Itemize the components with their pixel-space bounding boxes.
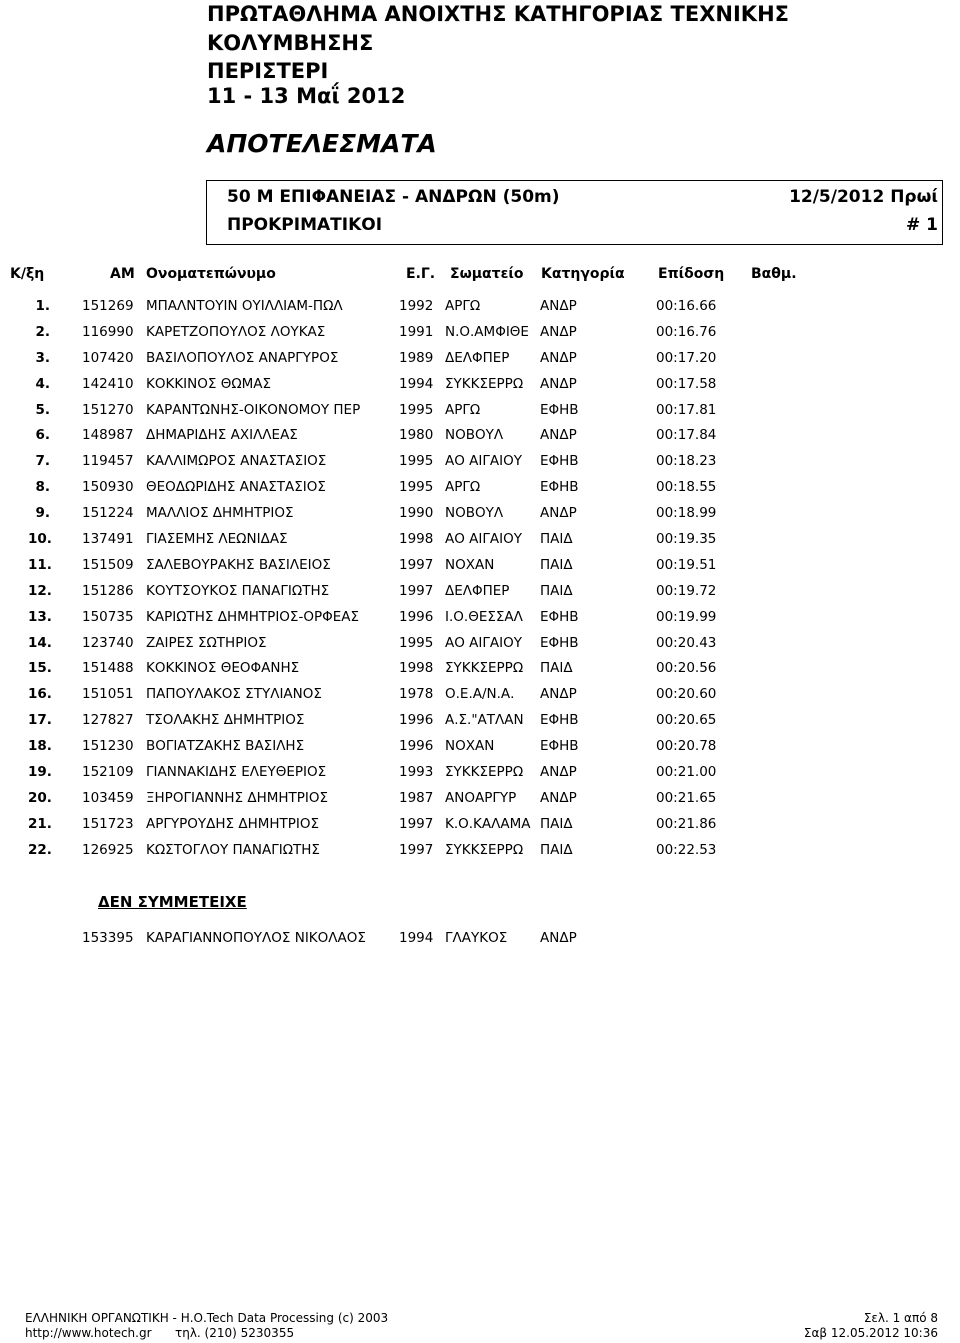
club-cell: Ν.Ο.ΑΜΦΙΘΕ <box>445 323 529 340</box>
am-cell: 107420 <box>82 349 134 366</box>
time-cell: 00:19.51 <box>656 556 717 573</box>
name-cell: ΚΟΥΤΣΟΥΚΟΣ ΠΑΝΑΓΙΩΤΗΣ <box>146 582 330 599</box>
rank-cell: 18. <box>28 738 52 755</box>
am-cell: 151270 <box>82 401 134 418</box>
results-table <box>0 294 960 864</box>
name-cell: ΚΟΚΚΙΝΟΣ ΘΕΟΦΑΝΗΣ <box>146 660 300 677</box>
category-cell: ΑΝΔΡ <box>540 764 577 781</box>
rank-cell: 17. <box>28 712 52 729</box>
club-cell: ΑΡΓΩ <box>445 298 481 314</box>
rank-cell: 3. <box>35 349 50 366</box>
category-cell: ΠΑΙΔ <box>540 531 573 548</box>
rank-cell: 19. <box>28 764 52 781</box>
am-cell: 126925 <box>82 841 134 858</box>
table-row <box>0 656 960 682</box>
location: ΠΕΡΙΣΤΕΡΙ <box>207 59 329 83</box>
time-cell: 00:17.84 <box>656 427 717 444</box>
am-cell: 150735 <box>82 608 134 625</box>
club-cell: ΝΟΒΟΥΛ <box>445 427 504 444</box>
time-cell: 00:18.23 <box>656 453 717 470</box>
time-cell: 00:20.56 <box>656 660 717 677</box>
time-cell: 00:20.65 <box>656 712 717 729</box>
table-row <box>0 631 960 657</box>
category-cell: ΑΝΔΡ <box>540 349 577 366</box>
year-cell: 1989 <box>399 349 434 366</box>
name-cell: ΖΑΙΡΕΣ ΣΩΤΗΡΙΟΣ <box>146 634 267 651</box>
rank-cell: 14. <box>28 634 52 651</box>
name-cell: ΚΑΡΙΩΤΗΣ ΔΗΜΗΤΡΙΟΣ-ΟΡΦΕΑΣ <box>146 608 360 625</box>
am-cell: 148987 <box>82 427 134 444</box>
event-subtitle: ΠΡΟΚΡΙΜΑΤΙΚΟΙ <box>227 215 383 235</box>
am-cell: 151488 <box>82 660 134 677</box>
dns-category: ΑΝΔΡ <box>540 930 577 946</box>
category-cell: ΠΑΙΔ <box>540 815 573 832</box>
time-cell: 00:19.35 <box>656 531 717 548</box>
rank-cell: 20. <box>28 789 52 806</box>
club-cell: ΣΥΚΚΣΕΡΡΩ <box>445 660 524 677</box>
year-cell: 1998 <box>399 660 434 677</box>
col-am: ΑΜ <box>110 266 135 282</box>
time-cell: 00:20.60 <box>656 686 717 703</box>
am-cell: 142410 <box>82 375 134 392</box>
name-cell: ΞΗΡΟΓΙΑΝΝΗΣ ΔΗΜΗΤΡΙΟΣ <box>146 789 329 806</box>
dns-name: ΚΑΡΑΓΙΑΝΝΟΠΟΥΛΟΣ ΝΙΚΟΛΑΟΣ <box>146 930 366 946</box>
year-cell: 1995 <box>399 453 434 470</box>
year-cell: 1997 <box>399 582 434 599</box>
am-cell: 103459 <box>82 789 134 806</box>
rank-cell: 22. <box>28 841 52 858</box>
name-cell: ΠΑΠΟΥΛΑΚΟΣ ΣΤΥΛΙΑΝΟΣ <box>146 686 322 703</box>
rank-cell: 21. <box>28 815 52 832</box>
table-row <box>0 708 960 734</box>
club-cell: ΣΥΚΚΣΕΡΡΩ <box>445 841 524 858</box>
year-cell: 1997 <box>399 815 434 832</box>
time-cell: 00:18.55 <box>656 479 717 496</box>
footer-org: ΕΛΛΗΝΙΚΗ ΟΡΓΑΝΩΤΙΚΗ - Η.Ο.Tech Data Processing (c) 2003 <box>25 1311 389 1325</box>
club-cell: ΑΝΟΑΡΓΥΡ <box>445 789 517 806</box>
table-row <box>0 346 960 372</box>
category-cell: ΠΑΙΔ <box>540 841 573 858</box>
name-cell: ΜΑΛΛΙΟΣ ΔΗΜΗΤΡΙΟΣ <box>146 505 294 522</box>
am-cell: 151051 <box>82 686 134 703</box>
am-cell: 123740 <box>82 634 134 651</box>
time-cell: 00:17.20 <box>656 349 717 366</box>
col-name: Ονοματεπώνυμο <box>146 266 276 282</box>
am-cell: 150930 <box>82 479 134 496</box>
am-cell: 127827 <box>82 712 134 729</box>
am-cell: 119457 <box>82 453 134 470</box>
am-cell: 151286 <box>82 582 134 599</box>
category-cell: ΑΝΔΡ <box>540 686 577 703</box>
col-year: Ε.Γ. <box>406 266 436 282</box>
category-cell: ΕΦΗΒ <box>540 712 579 729</box>
name-cell: ΚΑΛΛΙΜΩΡΟΣ ΑΝΑΣΤΑΣΙΟΣ <box>146 453 327 470</box>
category-cell: ΠΑΙΔ <box>540 660 573 677</box>
name-cell: ΚΩΣΤΟΓΛΟΥ ΠΑΝΑΓΙΩΤΗΣ <box>146 841 320 858</box>
club-cell: ΑΟ ΑΙΓΑΙΟΥ <box>445 634 522 651</box>
event-date: 12/5/2012 Πρωί <box>789 187 938 207</box>
table-row <box>0 553 960 579</box>
am-cell: 116990 <box>82 323 134 340</box>
dns-club: ΓΛΑΥΚΟΣ <box>445 930 508 946</box>
club-cell: Κ.Ο.ΚΑΛΑΜΑ <box>445 815 531 832</box>
footer-url[interactable]: http://www.hotech.gr <box>25 1326 152 1340</box>
rank-cell: 1. <box>35 298 50 314</box>
rank-cell: 2. <box>35 323 50 340</box>
event-box <box>206 180 943 245</box>
col-time: Επίδοση <box>658 266 725 282</box>
year-cell: 1996 <box>399 738 434 755</box>
table-row <box>0 786 960 812</box>
event-title: 50 Μ ΕΠΙΦΑΝΕΙΑΣ - ΑΝΔΡΩΝ (50m) <box>227 187 560 207</box>
time-cell: 00:20.78 <box>656 738 717 755</box>
year-cell: 1978 <box>399 686 434 703</box>
am-cell: 152109 <box>82 764 134 781</box>
rank-cell: 4. <box>35 375 50 392</box>
footer-page: Σελ. 1 από 8 <box>863 1311 938 1325</box>
category-cell: ΑΝΔΡ <box>540 427 577 444</box>
table-row <box>0 527 960 553</box>
table-row <box>0 475 960 501</box>
table-row <box>0 501 960 527</box>
rank-cell: 13. <box>28 608 52 625</box>
table-row <box>0 760 960 786</box>
rank-cell: 15. <box>28 660 52 677</box>
club-cell: ΑΟ ΑΙΓΑΙΟΥ <box>445 453 522 470</box>
time-cell: 00:16.76 <box>656 323 717 340</box>
club-cell: ΑΡΓΩ <box>445 479 481 496</box>
results-heading: ΑΠΟΤΕΛΕΣΜΑΤΑ <box>207 129 437 158</box>
category-cell: ΑΝΔΡ <box>540 375 577 392</box>
dns-row <box>0 926 960 952</box>
rank-cell: 9. <box>35 505 50 522</box>
category-cell: ΕΦΗΒ <box>540 634 579 651</box>
year-cell: 1995 <box>399 401 434 418</box>
time-cell: 00:19.99 <box>656 608 717 625</box>
club-cell: Ο.Ε.Α/Ν.Α. <box>445 686 515 703</box>
year-cell: 1987 <box>399 789 434 806</box>
name-cell: ΚΟΚΚΙΝΟΣ ΘΩΜΑΣ <box>146 375 272 392</box>
category-cell: ΕΦΗΒ <box>540 453 579 470</box>
name-cell: ΓΙΑΣΕΜΗΣ ΛΕΩΝΙΔΑΣ <box>146 531 288 548</box>
club-cell: ΣΥΚΚΣΕΡΡΩ <box>445 375 524 392</box>
am-cell: 151269 <box>82 298 134 314</box>
category-cell: ΑΝΔΡ <box>540 323 577 340</box>
rank-cell: 12. <box>28 582 52 599</box>
time-cell: 00:21.00 <box>656 764 717 781</box>
category-cell: ΕΦΗΒ <box>540 608 579 625</box>
table-row <box>0 838 960 864</box>
event-number: # 1 <box>906 215 938 235</box>
col-points: Βαθμ. <box>751 266 797 282</box>
club-cell: ΔΕΛΦΠΕΡ <box>445 349 510 366</box>
rank-cell: 11. <box>28 556 52 573</box>
year-cell: 1996 <box>399 712 434 729</box>
time-cell: 00:17.58 <box>656 375 717 392</box>
col-category: Κατηγορία <box>541 266 625 282</box>
name-cell: ΘΕΟΔΩΡΙΔΗΣ ΑΝΑΣΤΑΣΙΟΣ <box>146 479 326 496</box>
time-cell: 00:21.86 <box>656 815 717 832</box>
table-row <box>0 579 960 605</box>
name-cell: ΤΣΟΛΑΚΗΣ ΔΗΜΗΤΡΙΟΣ <box>146 712 305 729</box>
time-cell: 00:21.65 <box>656 789 717 806</box>
title-line-1: ΠΡΩΤΑΘΛΗΜΑ ΑΝΟΙΧΤΗΣ ΚΑΤΗΓΟΡΙΑΣ ΤΕΧΝΙΚΗΣ <box>207 2 789 26</box>
year-cell: 1995 <box>399 479 434 496</box>
category-cell: ΠΑΙΔ <box>540 556 573 573</box>
time-cell: 00:16.66 <box>656 298 717 314</box>
year-cell: 1997 <box>399 841 434 858</box>
table-row <box>0 682 960 708</box>
footer-printed: Σαβ 12.05.2012 10:36 <box>803 1326 938 1340</box>
dns-am: 153395 <box>82 930 134 946</box>
club-cell: ΑΟ ΑΙΓΑΙΟΥ <box>445 531 522 548</box>
table-row <box>0 320 960 346</box>
table-row <box>0 449 960 475</box>
title-line-2: ΚΟΛΥΜΒΗΣΗΣ <box>207 31 374 55</box>
category-cell: ΠΑΙΔ <box>540 582 573 599</box>
year-cell: 1991 <box>399 323 434 340</box>
am-cell: 151723 <box>82 815 134 832</box>
time-cell: 00:17.81 <box>656 401 717 418</box>
table-row <box>0 398 960 424</box>
dns-year: 1994 <box>399 930 434 946</box>
rank-cell: 16. <box>28 686 52 703</box>
name-cell: ΚΑΡΕΤΖΟΠΟΥΛΟΣ ΛΟΥΚΑΣ <box>146 323 326 340</box>
club-cell: ΝΟΧΑΝ <box>445 556 495 573</box>
table-row <box>0 423 960 449</box>
am-cell: 137491 <box>82 531 134 548</box>
category-cell: ΕΦΗΒ <box>540 401 579 418</box>
year-cell: 1992 <box>399 298 434 314</box>
category-cell: ΑΝΔΡ <box>540 505 577 522</box>
dns-title: ΔΕΝ ΣΥΜΜΕΤΕΙΧΕ <box>98 893 247 911</box>
category-cell: ΕΦΗΒ <box>540 738 579 755</box>
year-cell: 1990 <box>399 505 434 522</box>
rank-cell: 6. <box>35 427 50 444</box>
table-row <box>0 605 960 631</box>
time-cell: 00:20.43 <box>656 634 717 651</box>
club-cell: ΝΟΧΑΝ <box>445 738 495 755</box>
rank-cell: 10. <box>28 531 52 548</box>
time-cell: 00:22.53 <box>656 841 717 858</box>
year-cell: 1980 <box>399 427 434 444</box>
club-cell: ΝΟΒΟΥΛ <box>445 505 504 522</box>
name-cell: ΓΙΑΝΝΑΚΙΔΗΣ ΕΛΕΥΘΕΡΙΟΣ <box>146 764 327 781</box>
name-cell: ΒΟΓΙΑΤΖΑΚΗΣ ΒΑΣΙΛΗΣ <box>146 738 305 755</box>
club-cell: ΣΥΚΚΣΕΡΡΩ <box>445 764 524 781</box>
time-cell: 00:18.99 <box>656 505 717 522</box>
category-cell: ΑΝΔΡ <box>540 298 577 314</box>
club-cell: ΔΕΛΦΠΕΡ <box>445 582 510 599</box>
year-cell: 1998 <box>399 531 434 548</box>
year-cell: 1994 <box>399 375 434 392</box>
rank-cell: 7. <box>35 453 50 470</box>
am-cell: 151224 <box>82 505 134 522</box>
time-cell: 00:19.72 <box>656 582 717 599</box>
club-cell: ΑΡΓΩ <box>445 401 481 418</box>
table-row <box>0 812 960 838</box>
name-cell: ΚΑΡΑΝΤΩΝΗΣ-ΟΙΚΟΝΟΜΟΥ ΠΕΡ <box>146 401 361 418</box>
club-cell: Ι.Ο.ΘΕΣΣΑΛ <box>445 608 523 625</box>
year-cell: 1996 <box>399 608 434 625</box>
category-cell: ΑΝΔΡ <box>540 789 577 806</box>
col-club: Σωματείο <box>450 266 524 282</box>
year-cell: 1997 <box>399 556 434 573</box>
am-cell: 151509 <box>82 556 134 573</box>
name-cell: ΔΗΜΑΡΙΔΗΣ ΑΧΙΛΛΕΑΣ <box>146 427 298 444</box>
am-cell: 151230 <box>82 738 134 755</box>
category-cell: ΕΦΗΒ <box>540 479 579 496</box>
dates: 11 - 13 Μαΐ 2012 <box>207 84 406 108</box>
table-row <box>0 734 960 760</box>
rank-cell: 5. <box>35 401 50 418</box>
name-cell: ΣΑΛΕΒΟΥΡΑΚΗΣ ΒΑΣΙΛΕΙΟΣ <box>146 556 331 573</box>
table-row <box>0 372 960 398</box>
year-cell: 1993 <box>399 764 434 781</box>
name-cell: ΒΑΣΙΛΟΠΟΥΛΟΣ ΑΝΑΡΓΥΡΟΣ <box>146 349 339 366</box>
club-cell: Α.Σ."ΑΤΛΑΝ <box>445 712 524 729</box>
rank-cell: 8. <box>35 479 50 496</box>
year-cell: 1995 <box>399 634 434 651</box>
name-cell: ΜΠΑΛΝΤΟΥΙΝ ΟΥΙΛΛΙΑΜ-ΠΩΛ <box>146 298 343 314</box>
name-cell: ΑΡΓΥΡΟΥΔΗΣ ΔΗΜΗΤΡΙΟΣ <box>146 815 320 832</box>
col-rank: Κ/ξη <box>10 266 45 282</box>
table-row <box>0 294 960 320</box>
footer-phone: τηλ. (210) 5230355 <box>175 1326 295 1340</box>
